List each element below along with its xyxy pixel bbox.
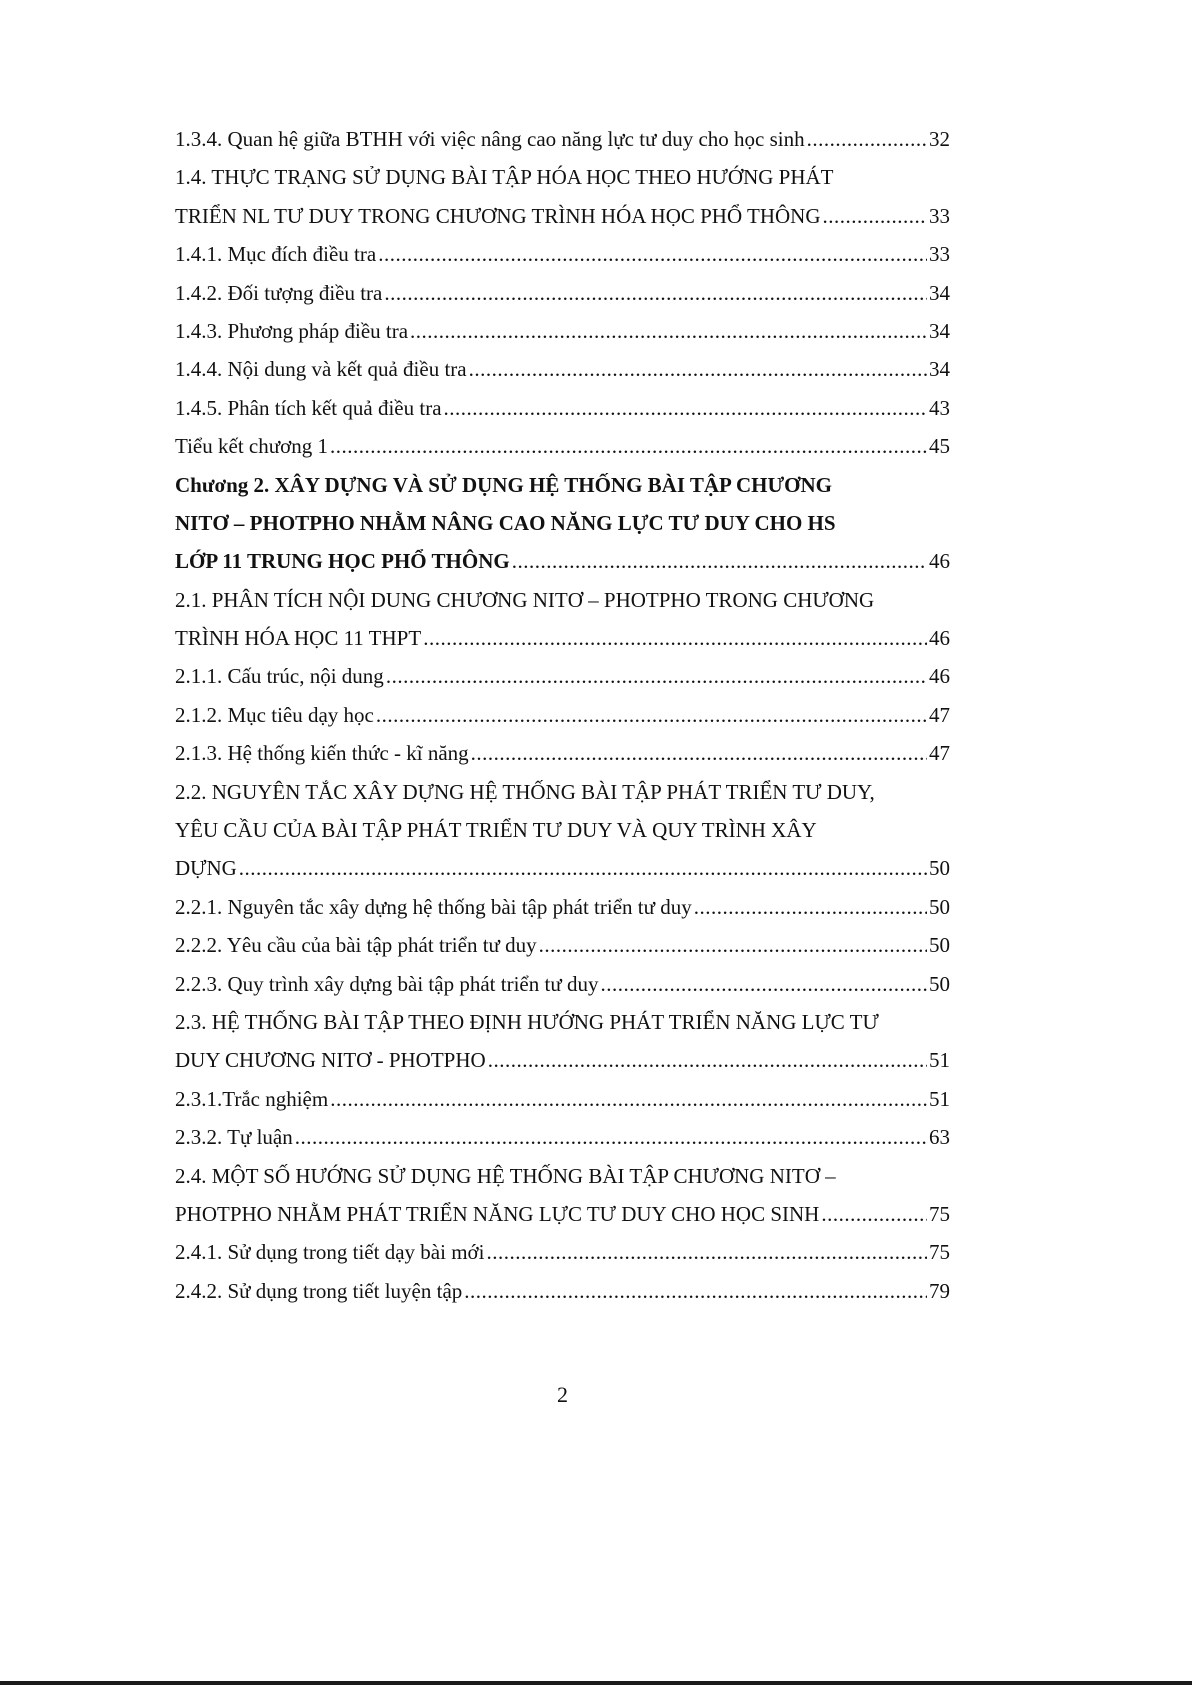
toc-entry-line: [175, 926, 950, 964]
toc-entry-title: 2.3. HỆ THỐNG BÀI TẬP THEO ĐỊNH HƯỚNG PHÁT TRIỂN NĂNG LỰC TƯ: [175, 1009, 879, 1034]
toc-page-number: 46: [929, 664, 950, 689]
toc-page-number: 75: [929, 1240, 950, 1265]
toc-entry-line: [175, 1157, 950, 1195]
toc-entry-title: NITƠ – PHOTPHO NHẰM NÂNG CAO NĂNG LỰC TƯ DUY CHO HS: [175, 510, 836, 535]
toc-entry-line: [175, 466, 950, 504]
toc-dot-leader: [384, 274, 927, 312]
toc-dot-leader: [512, 542, 927, 580]
toc-page-number: 46: [929, 549, 950, 574]
toc-entry-line: [175, 158, 950, 196]
toc-entry-title: 1.3.4. Quan hệ giữa BTHH với việc nâng cao năng lực tư duy cho học sinh: [175, 126, 805, 151]
toc-page-number: 50: [929, 933, 950, 958]
toc-entry-title: 2.4. MỘT SỐ HƯỚNG SỬ DỤNG HỆ THỐNG BÀI TẬP CHƯƠNG NITƠ –: [175, 1163, 836, 1188]
toc-entry-title: 2.3.2. Tự luận: [175, 1125, 293, 1150]
toc-entry-line: [175, 235, 950, 273]
toc-entry-line: [175, 734, 950, 772]
toc-entry-line: [175, 888, 950, 926]
toc-page-number: 47: [929, 741, 950, 766]
toc-entry-line: [175, 965, 950, 1003]
toc-entry-line: [175, 542, 950, 580]
toc-entry-line: [175, 811, 950, 849]
toc-dot-leader: [330, 1080, 927, 1118]
toc-dot-leader: [376, 696, 927, 734]
toc-page-number: 43: [929, 395, 950, 420]
toc-dot-leader: [807, 120, 927, 158]
toc-dot-leader: [539, 926, 927, 964]
toc-entry-title: TRIỂN NL TƯ DUY TRONG CHƯƠNG TRÌNH HÓA HỌC PHỔ THÔNG: [175, 203, 821, 228]
toc-dot-leader: [386, 657, 927, 695]
toc-page-number: 34: [929, 357, 950, 382]
toc-entry-line: [175, 1233, 950, 1271]
toc-entry-title: 1.4.2. Đối tượng điều tra: [175, 280, 383, 305]
toc-entry-title: 2.3.1.Trắc nghiệm: [175, 1086, 329, 1111]
toc-entry-line: [175, 197, 950, 235]
toc-entry-title: 2.4.2. Sử dụng trong tiết luyện tập: [175, 1278, 463, 1303]
toc-dot-leader: [600, 965, 927, 1003]
toc-entry-title: 1.4.4. Nội dung và kết quả điều tra: [175, 357, 467, 382]
toc-page-number: 63: [929, 1125, 950, 1150]
toc-page-number: 33: [929, 242, 950, 267]
toc-entry-title: 2.1.3. Hệ thống kiến thức - kĩ năng: [175, 741, 469, 766]
toc-entry-line: [175, 657, 950, 695]
toc-page-number: 33: [929, 203, 950, 228]
toc-page-number: 47: [929, 702, 950, 727]
toc-page-number: 51: [929, 1086, 950, 1111]
toc-entry-title: Chương 2. XÂY DỰNG VÀ SỬ DỤNG HỆ THỐNG BÀI TẬP CHƯƠNG: [175, 472, 833, 497]
toc-entry-line: [175, 1080, 950, 1118]
toc-entry-line: [175, 1003, 950, 1041]
toc-dot-leader: [444, 389, 927, 427]
toc-entry-title: 2.2. NGUYÊN TẮC XÂY DỰNG HỆ THỐNG BÀI TẬP PHÁT TRIỂN TƯ DUY,: [175, 779, 875, 804]
toc-page-number: 34: [929, 318, 950, 343]
toc-entry-title: 2.1.1. Cấu trúc, nội dung: [175, 664, 384, 689]
toc-page-number: 75: [929, 1201, 950, 1226]
toc-entry-title: 2.1.2. Mục tiêu dạy học: [175, 702, 374, 727]
toc-entry-line: [175, 773, 950, 811]
toc-entry-line: [175, 350, 950, 388]
toc-dot-leader: [295, 1118, 927, 1156]
toc-entry-line: [175, 389, 950, 427]
toc-entry-line: [175, 1041, 950, 1079]
toc-page-number: 50: [929, 894, 950, 919]
toc-entry-title: 1.4.5. Phân tích kết quả điều tra: [175, 395, 442, 420]
toc-entry-line: [175, 312, 950, 350]
toc-dot-leader: [410, 312, 927, 350]
toc-entry-title: DUY CHƯƠNG NITƠ - PHOTPHO: [175, 1048, 486, 1073]
toc-entry-line: [175, 696, 950, 734]
bottom-edge-rule: [0, 1681, 1192, 1685]
toc-page-number: 45: [929, 434, 950, 459]
toc-entry-title: 2.1. PHÂN TÍCH NỘI DUNG CHƯƠNG NITƠ – PHOTPHO TRONG CHƯƠNG: [175, 587, 875, 612]
toc-page-number: 50: [929, 971, 950, 996]
toc-entry-title: 2.4.1. Sử dụng trong tiết dạy bài mới: [175, 1240, 485, 1265]
toc-dot-leader: [821, 1195, 927, 1233]
toc-entry-title: LỚP 11 TRUNG HỌC PHỔ THÔNG: [175, 549, 510, 574]
toc-dot-leader: [330, 427, 927, 465]
toc-page-number: 46: [929, 626, 950, 651]
toc-page-number: 51: [929, 1048, 950, 1073]
toc-entry-line: [175, 1118, 950, 1156]
toc-entry-title: 1.4.3. Phương pháp điều tra: [175, 318, 409, 343]
toc-entry-line: [175, 849, 950, 887]
toc-entry-line: [175, 120, 950, 158]
toc-entry-line: [175, 581, 950, 619]
toc-entry-title: 1.4.1. Mục đích điều tra: [175, 242, 377, 267]
toc-entry-title: 2.2.2. Yêu cầu của bài tập phát triển tư duy: [175, 933, 537, 958]
toc-dot-leader: [239, 849, 927, 887]
toc-entry-title: Tiểu kết chương 1: [175, 434, 328, 459]
toc-entry-line: [175, 504, 950, 542]
toc-dot-leader: [822, 197, 927, 235]
toc-dot-leader: [423, 619, 927, 657]
toc-page-number: 32: [929, 126, 950, 151]
toc-entry-title: 2.2.3. Quy trình xây dựng bài tập phát triển tư duy: [175, 971, 599, 996]
toc-entry-title: PHOTPHO NHẰM PHÁT TRIỂN NĂNG LỰC TƯ DUY CHO HỌC SINH: [175, 1201, 820, 1226]
toc-entry-line: [175, 1272, 950, 1310]
toc-dot-leader: [694, 888, 927, 926]
toc-page-number: 79: [929, 1278, 950, 1303]
toc-dot-leader: [469, 350, 927, 388]
toc-entry-line: [175, 619, 950, 657]
toc-entry-line: [175, 427, 950, 465]
toc-entry-line: [175, 274, 950, 312]
toc-dot-leader: [486, 1233, 927, 1271]
toc-entry-title: 2.2.1. Nguyên tắc xây dựng hệ thống bài tập phát triển tư duy: [175, 894, 692, 919]
toc-entry-title: 1.4. THỰC TRẠNG SỬ DỤNG BÀI TẬP HÓA HỌC THEO HƯỚNG PHÁT: [175, 165, 834, 190]
toc-page-number: 50: [929, 856, 950, 881]
toc-entry-title: YÊU CẦU CỦA BÀI TẬP PHÁT TRIỂN TƯ DUY VÀ QUY TRÌNH XÂY: [175, 818, 817, 843]
toc-dot-leader: [378, 235, 927, 273]
page-number: 2: [557, 1382, 568, 1407]
toc-entry-title: DỰNG: [175, 856, 237, 881]
toc-entry-title: TRÌNH HÓA HỌC 11 THPT: [175, 626, 422, 651]
toc-dot-leader: [488, 1041, 927, 1079]
table-of-contents: [175, 120, 950, 1310]
toc-entry-line: [175, 1195, 950, 1233]
toc-dot-leader: [471, 734, 927, 772]
toc-page-number: 34: [929, 280, 950, 305]
toc-dot-leader: [464, 1272, 927, 1310]
